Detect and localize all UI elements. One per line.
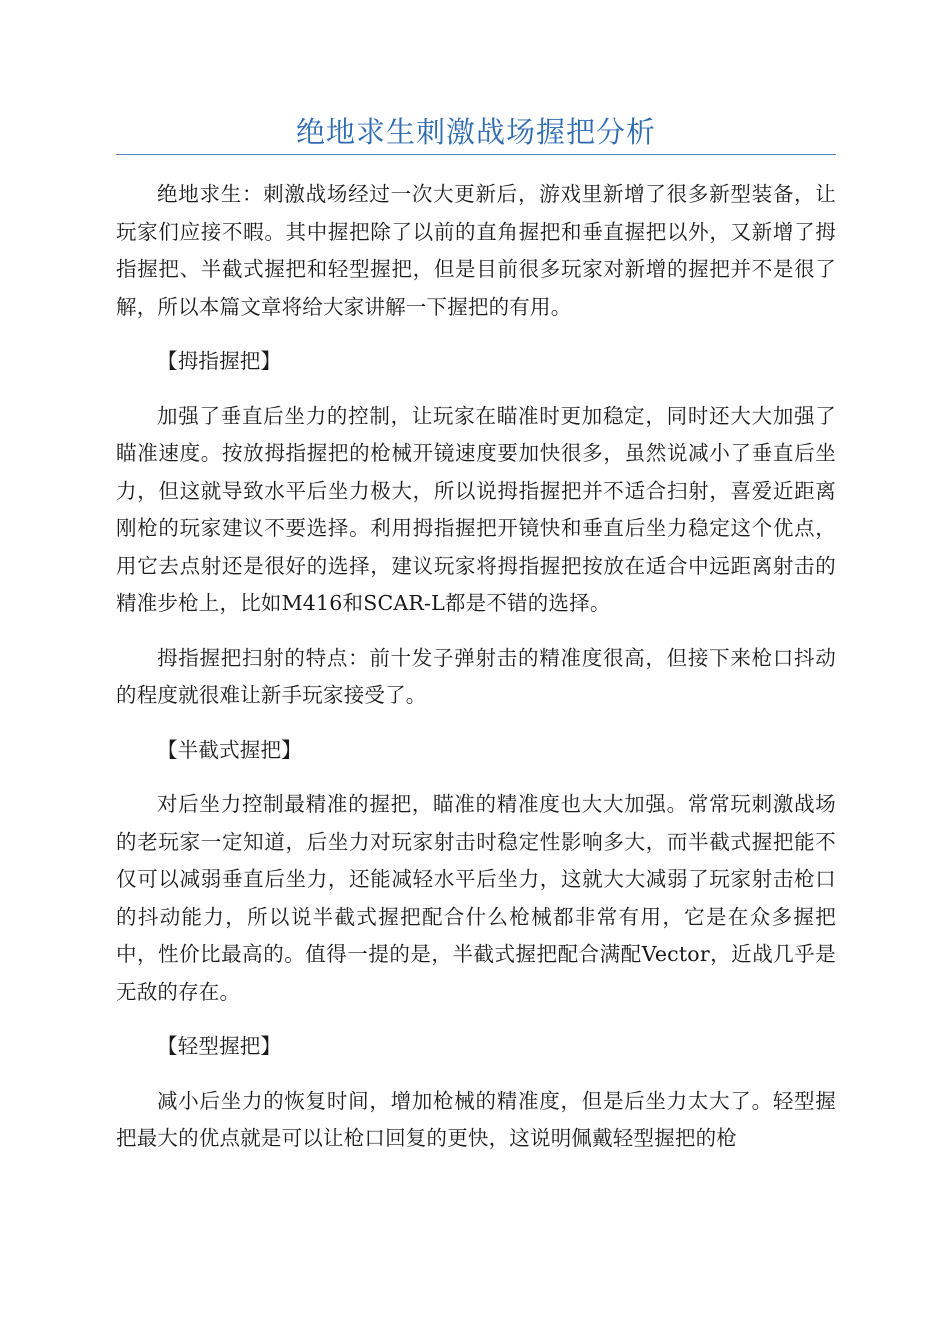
section-heading-light-grip: 【轻型握把】 [157,1034,282,1058]
paragraph-light-grip: 减小后坐力的恢复时间，增加枪械的精准度，但是后坐力太大了。轻型握把最大的优点就是可以让枪口回复的更快，这说明佩戴轻型握把的枪 [116,1088,836,1150]
section-heading-thumb-grip: 【拇指握把】 [157,349,282,373]
section-heading-half-grip: 【半截式握把】 [157,737,302,762]
title-underline [116,154,836,155]
document-title: 绝地求生刺激战场握把分析 [295,115,656,149]
document-body [116,176,836,1175]
paragraph-intro: 绝地求生：刺激战场经过一次大更新后，游戏里新增了很多新型装备，让玩家们应接不暇。其中握把除了以前的直角握把和垂直握把以外，又新增了拇指握把、半截式握把和轻型握把，但是目前很多玩家对新增的握把并不是很了解，所以本篇文章将给大家讲解一下握把的有用。 [116,182,836,319]
paragraph-half-grip: 对后坐力控制最精准的握把，瞄准的精准度也大大加强。常常玩刺激战场的老玩家一定知道，后坐力对玩家射击时稳定性影响多大，而半截式握把能不仅可以减弱垂直后坐力，还能减轻水平后坐力，这就大大减弱了玩家射击枪口的抖动能力，所以说半截式握把配合什么枪械都非常有用，它是在众多握把中，性价比最高的。值得一提的是，半截式握把配合满配Vector，近战几乎是无敌的存在。 [116,792,836,1004]
paragraph-thumb-grip-spray: 拇指握把扫射的特点：前十发子弹射击的精准度很高，但接下来枪口抖动的程度就很难让新手玩家接受了。 [116,645,836,707]
paragraph-thumb-grip: 加强了垂直后坐力的控制，让玩家在瞄准时更加稳定，同时还大大加强了瞄准速度。按放拇指握把的枪械开镜速度要加快很多，虽然说减小了垂直后坐力，但这就导致水平后坐力极大，所以说拇指握把并不适合扫射，喜爱近距离刚枪的玩家建议不要选择。利用拇指握把开镜快和垂直后坐力稳定这个优点，用它去点射还是很好的选择，建议玩家将拇指握把按放在适合中远距离射击的精准步枪上，比如M416和SCAR-L都是不错的选择。 [116,403,836,615]
